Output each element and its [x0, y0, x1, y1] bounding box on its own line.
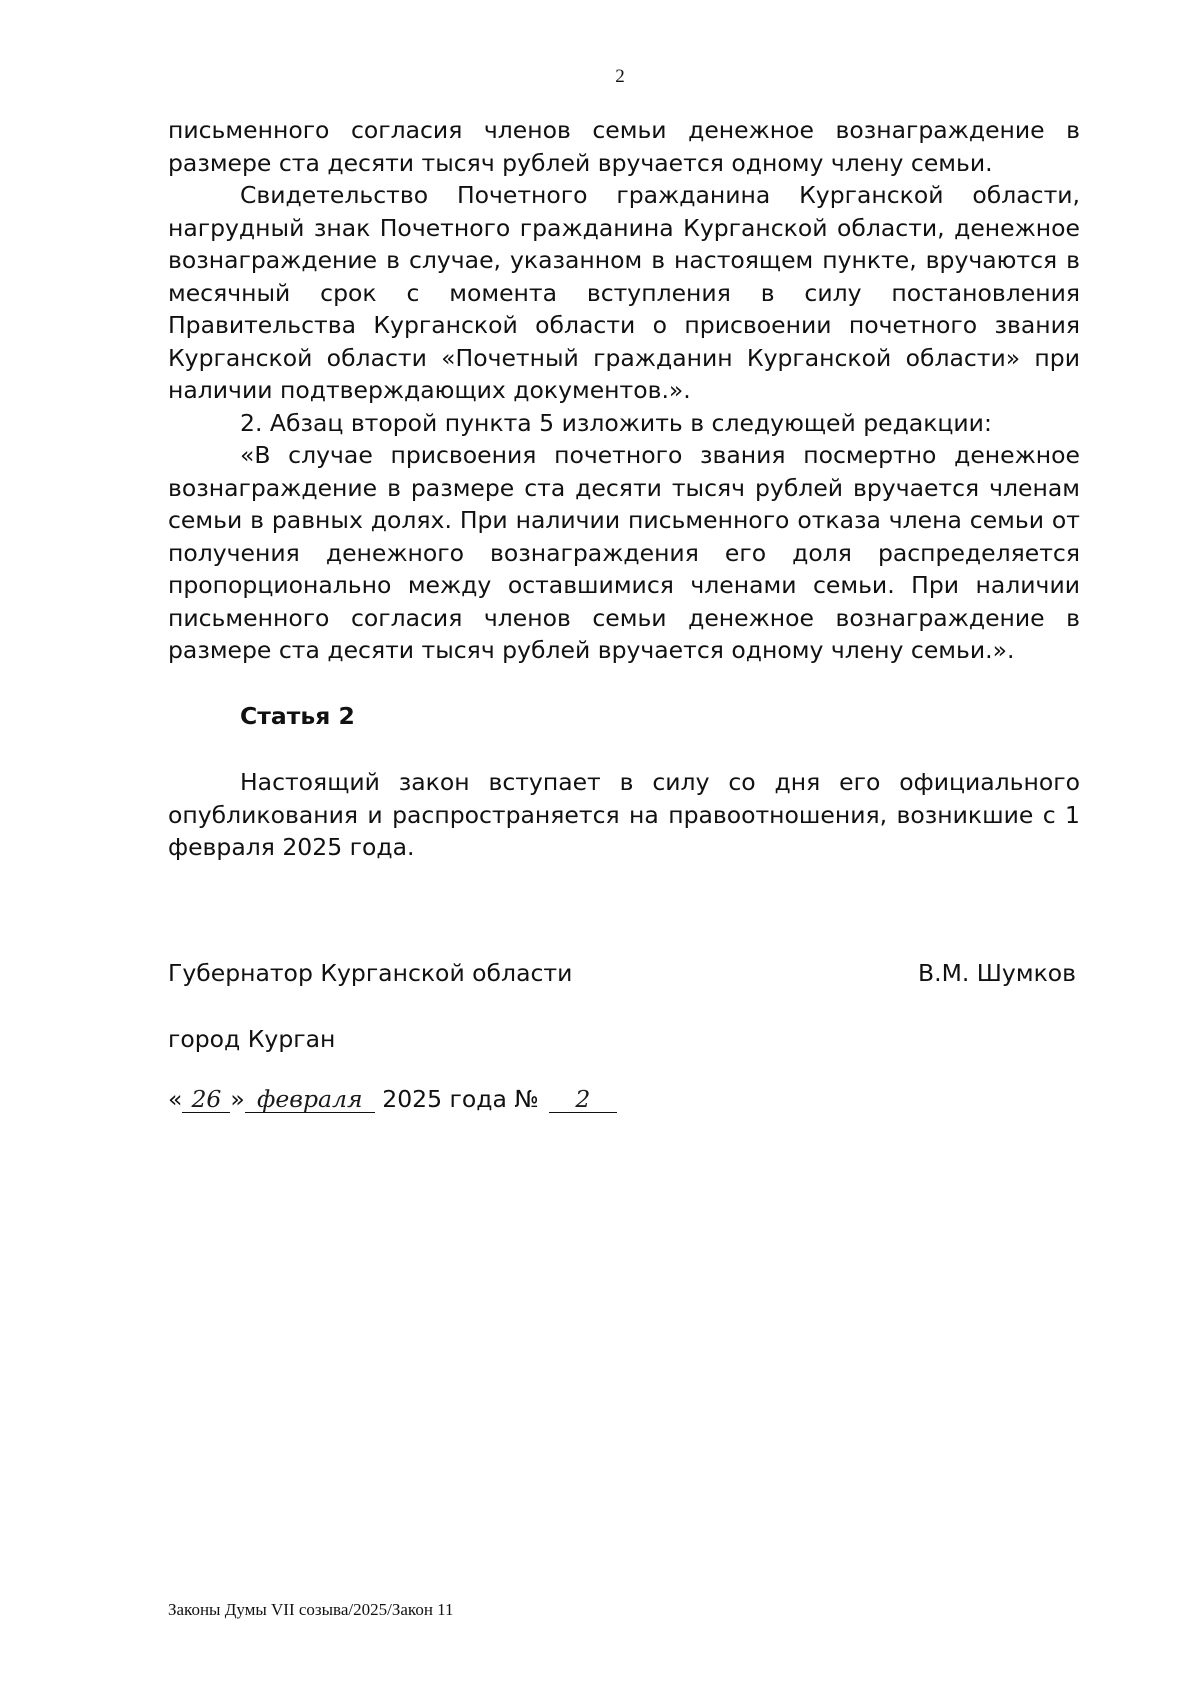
law-body-text [168, 114, 1080, 667]
date-month-handwritten: февраля [245, 1086, 375, 1113]
date-line [168, 1085, 617, 1113]
paragraph-certificate: Свидетельство Почетного гражданина Курганской области, нагрудный знак Почетного гражданина Курганской области, денежное вознаграждение в случае, указанном в настоящем пункте, вручаются в месячный срок с момента вступления в силу постановления Правительства Курганской области о присвоении почетного звания Курганской области «Почетный гражданин Курганской области» при наличии подтверждающих документов.». [168, 181, 1080, 404]
date-close-quote: » [230, 1085, 245, 1113]
law-number-handwritten: 2 [549, 1086, 617, 1113]
city: город Курган [168, 1025, 336, 1053]
page-number: 2 [615, 66, 625, 87]
footer-path: Законы Думы VII созыва/2025/Закон 11 [168, 1600, 454, 1619]
date-day-handwritten: 26 [182, 1086, 230, 1113]
article-2-text-block [168, 766, 1080, 864]
date-year-text: 2025 года № [382, 1085, 539, 1113]
article-2-heading: Статья 2 [240, 702, 355, 730]
date-open-quote: « [168, 1085, 183, 1113]
paragraph-new-wording: «В случае присвоения почетного звания посмертно денежное вознаграждение в размере ста десяти тысяч рублей вручается членам семьи в равных долях. При наличии письменного отказа члена семьи от получения денежного вознаграждения его доля распределяется пропорционально между оставшимися членами семьи. При наличии письменного согласия членов семьи денежное вознаграждение в размере ста десяти тысяч рублей вручается одному члену семьи.». [168, 441, 1080, 664]
signature-title: Губернатор Курганской области [168, 959, 573, 987]
signature-name: В.М. Шумков [918, 959, 1076, 987]
paragraph-continuation: письменного согласия членов семьи денежное вознаграждение в размере ста десяти тысяч рублей вручается одному члену семьи. [168, 116, 1080, 177]
paragraph-amendment: 2. Абзац второй пункта 5 изложить в следующей редакции: [240, 408, 992, 437]
article-2-text: Настоящий закон вступает в силу со дня его официального опубликования и распространяется на правоотношения, возникшие с 1 февраля 2025 года. [168, 768, 1080, 861]
